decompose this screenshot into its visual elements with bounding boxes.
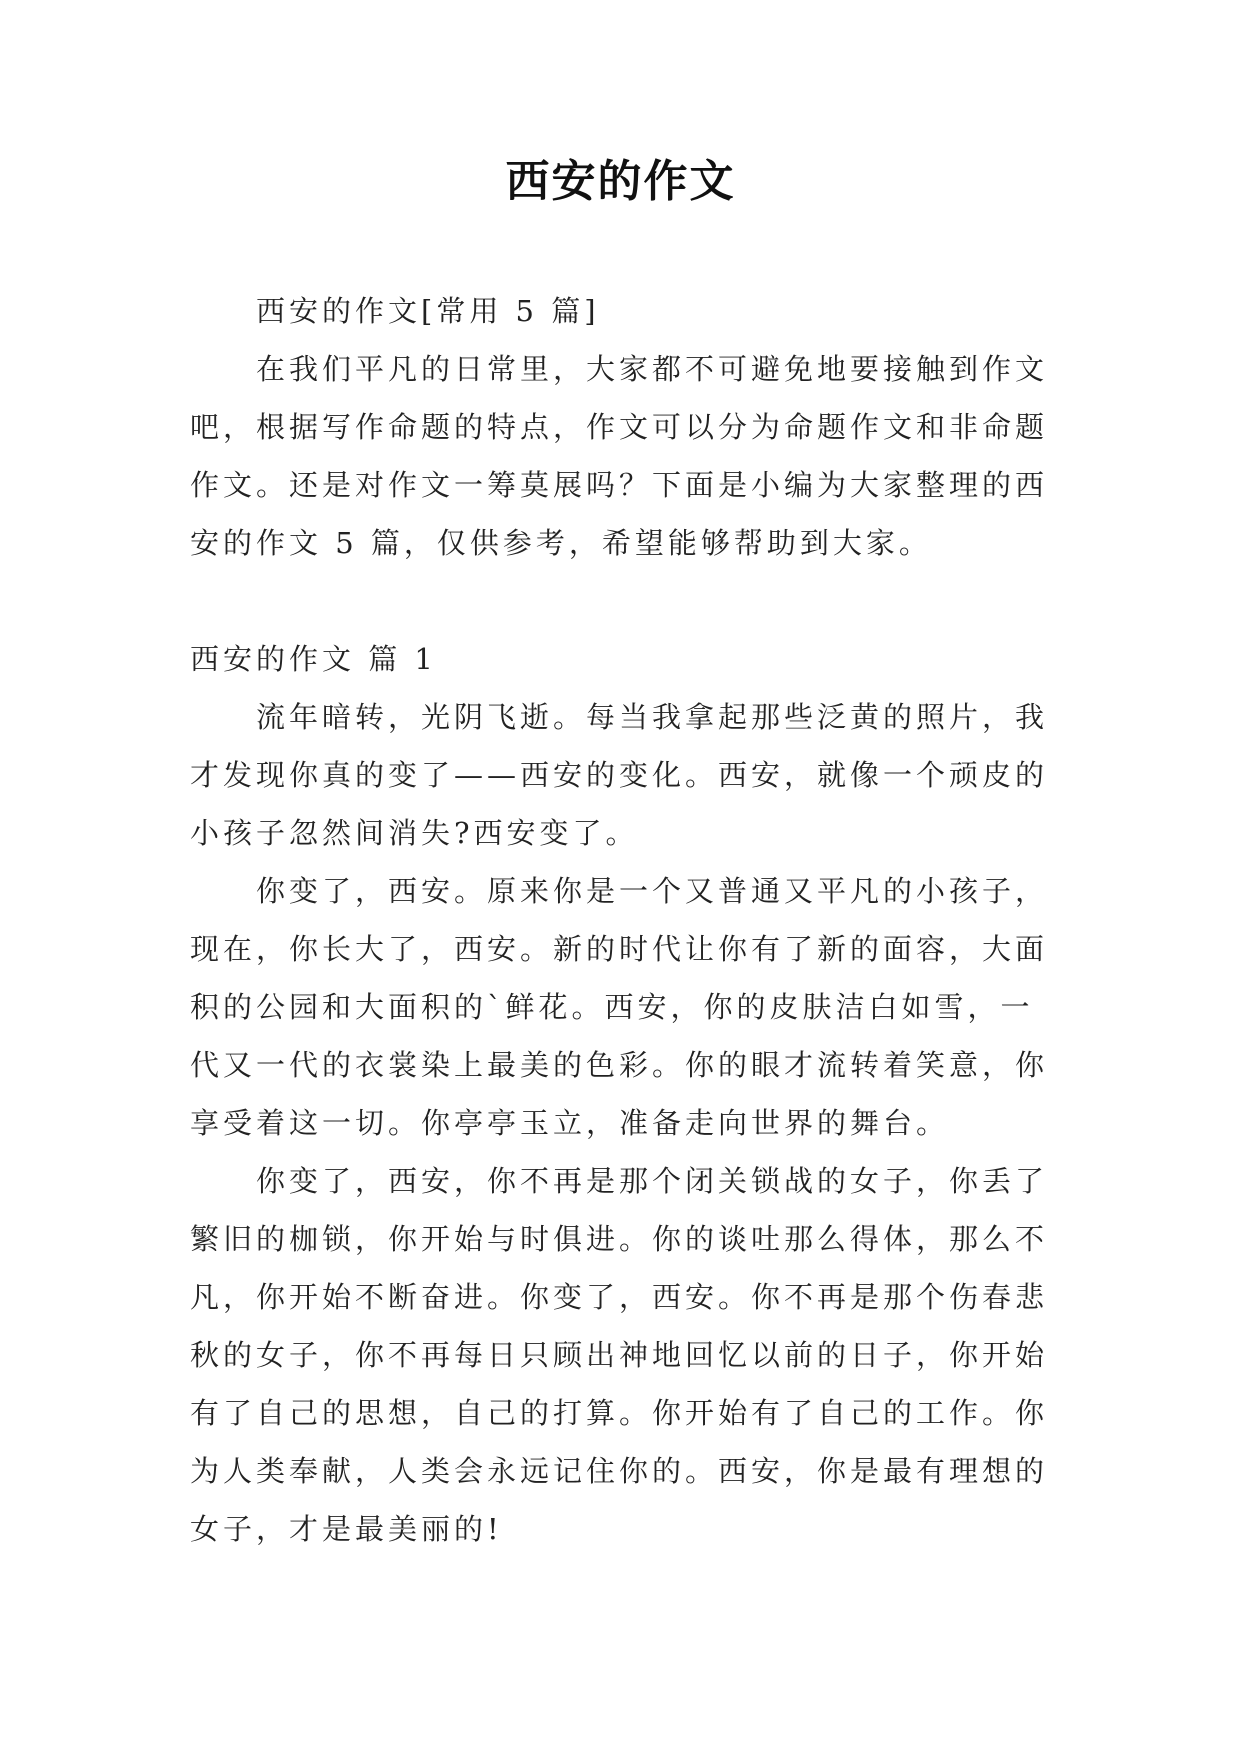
section-heading: 西安的作文 篇 1	[190, 642, 437, 676]
intro-block	[190, 282, 1052, 572]
document-subtitle: 西安的作文[常用 5 篇]	[256, 294, 600, 328]
section-paragraph: 你变了，西安。原来你是一个又普通又平凡的小孩子，现在，你长大了，西安。新的时代让你有了新的面容，大面积的公园和大面积的`鲜花。西安，你的皮肤洁白如雪，一代又一代的衣裳染上最美的色彩。你的眼才流转着笑意，你享受着这一切。你亭亭玉立，准备走向世界的舞台。	[190, 874, 1049, 1140]
essay-section	[190, 630, 1052, 1558]
document-title: 西安的作文	[505, 156, 736, 207]
section-paragraph: 流年暗转，光阴飞逝。每当我拿起那些泛黄的照片，我才发现你真的变了——西安的变化。西安，就像一个顽皮的小孩子忽然间消失?西安变了。	[190, 700, 1049, 850]
section-paragraph: 你变了，西安，你不再是那个闭关锁战的女子，你丢了繁旧的枷锁，你开始与时俱进。你的谈吐那么得体，那么不凡，你开始不断奋进。你变了，西安。你不再是那个伤春悲秋的女子，你不再每日只顾出神地回忆以前的日子，你开始有了自己的思想，自己的打算。你开始有了自己的工作。你为人类奉献，人类会永远记住你的。西安，你是最有理想的女子，才是最美丽的!	[190, 1164, 1049, 1546]
intro-paragraph: 在我们平凡的日常里，大家都不可避免地要接触到作文吧，根据写作命题的特点，作文可以分为命题作文和非命题作文。还是对作文一筹莫展吗？下面是小编为大家整理的西安的作文 5 篇，仅供参考，希望能够帮助到大家。	[190, 352, 1049, 560]
